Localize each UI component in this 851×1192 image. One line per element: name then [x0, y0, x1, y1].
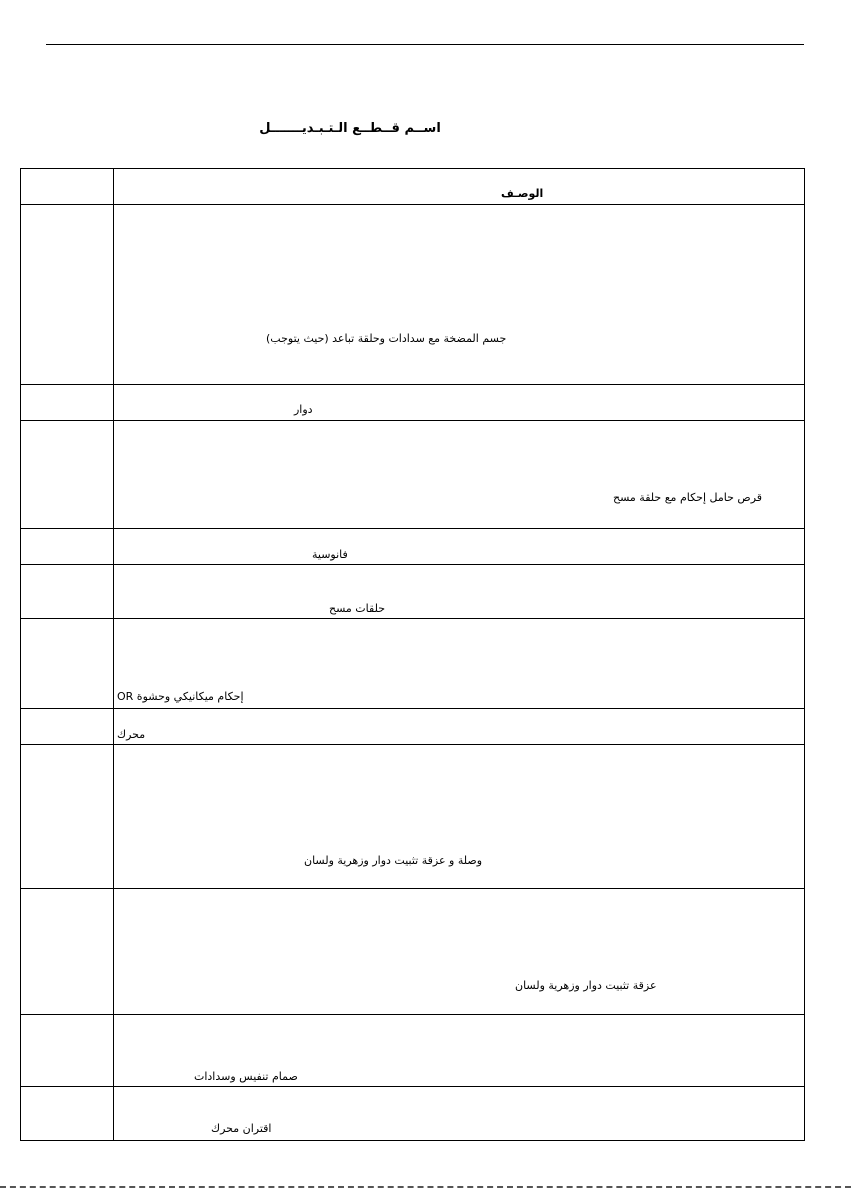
- table-row: [21, 205, 804, 385]
- table-header-row: [21, 169, 804, 205]
- page-bottom-border: [0, 1186, 851, 1188]
- part-description: اقتران محرك: [211, 1122, 272, 1135]
- part-description: محرك: [117, 728, 146, 741]
- spare-parts-table: [20, 168, 805, 1141]
- part-description: وصلة و عزقة تثبيت دوار وزهرية ولسان: [304, 854, 483, 867]
- part-description: فانوسية: [312, 548, 348, 561]
- part-description: إحكام ميكانيكي وحشوة OR: [117, 690, 244, 703]
- table-row: [21, 421, 804, 529]
- table-row: [21, 385, 804, 421]
- part-description: عزقة تثبيت دوار وزهرية ولسان: [515, 979, 657, 992]
- part-description: قرص حامل إحكام مع حلقة مسح: [613, 491, 763, 504]
- table-row: [21, 709, 804, 745]
- part-description: جسم المضخة مع سدادات وحلقة تباعد (حيث يتوجب): [266, 332, 507, 345]
- table-row: [21, 529, 804, 565]
- description-column-header: الوصـف: [501, 187, 544, 200]
- table-row: [21, 1015, 804, 1087]
- part-description: صمام تنفيس وسدادات: [194, 1070, 298, 1083]
- part-description: دوار: [294, 403, 313, 416]
- table-row: [21, 1087, 804, 1142]
- part-description: حلقات مسح: [329, 602, 386, 615]
- table-row: [21, 745, 804, 889]
- page-title: اســم قــطــع الـتـبـديـــــــل: [259, 121, 441, 136]
- table-row: [21, 565, 804, 619]
- table-row: [21, 889, 804, 1015]
- table-row: [21, 619, 804, 709]
- header-rule: [46, 44, 804, 45]
